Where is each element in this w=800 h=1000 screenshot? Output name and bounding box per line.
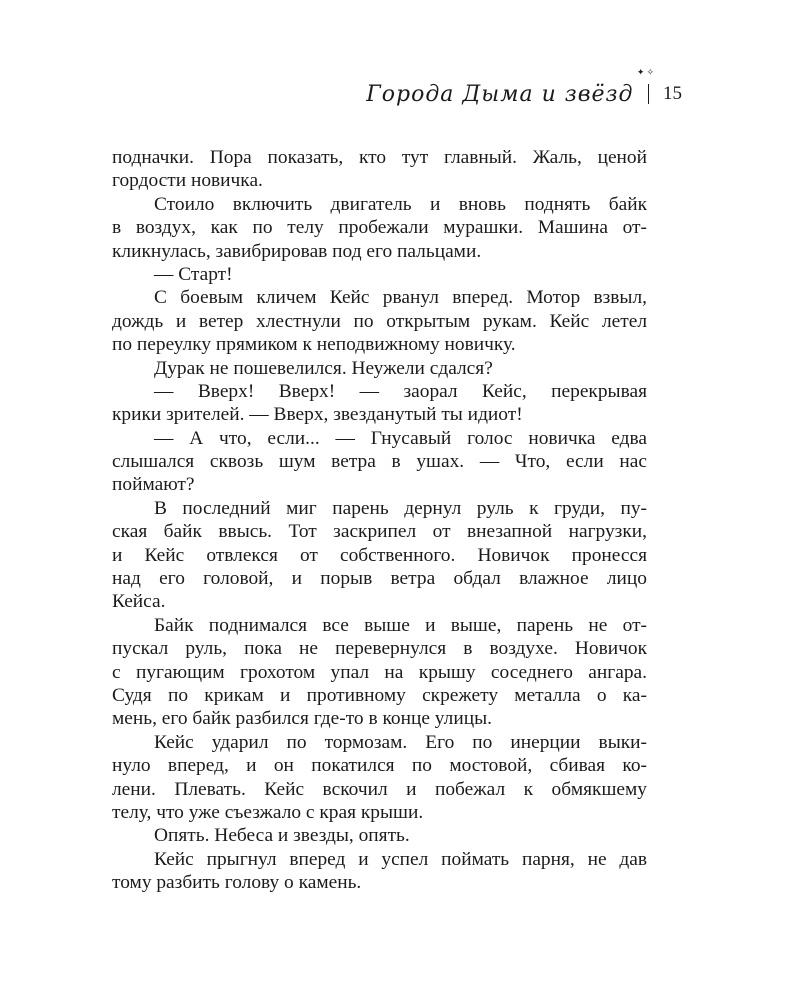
text-line: Дурак не пошевелился. Неужели сдался? [154,357,493,379]
text-line: Судя по крикам и противному скрежету металла о ка- [112,684,647,706]
text-line: тому разбить голову о камень. [112,872,362,894]
text-line: Кейс ударил по тормозам. Его по инерции выки- [154,731,647,753]
text-line: по переулку прямиком к неподвижному новичку. [112,334,516,356]
running-header [366,67,682,110]
text-line: В последний миг парень дернул руль к груди, пу- [154,497,647,519]
text-line: кликнулась, завибрировав под его пальцами. [112,240,482,262]
page-number: 15 [663,83,682,104]
text-line: над его головой, и порыв ветра обдал влажное лицо [112,568,647,590]
body-text [112,146,647,895]
text-line: крики зрителей. — Вверх, звезданутый ты идиот! [112,404,523,426]
text-line: Байк поднимался все выше и выше, парень не от- [154,614,647,636]
text-line: нуло вперед, и он покатился по мостовой, сбивая ко- [112,755,647,777]
text-line: — Старт! [154,263,233,285]
text-line: и Кейс отвлекся от собственного. Новичок пронесся [112,544,647,566]
text-line: телу, что уже съезжало с края крыши. [112,801,424,823]
text-line: подначки. Пора показать, кто тут главный. Жаль, ценой [112,147,647,168]
text-line: с пугающим грохотом упал на крышу соседнего ангара. [112,661,647,683]
text-line: слышался сквозь шум ветра в ушах. — Что, если нас [112,451,647,473]
text-line: Опять. Небеса и звезды, опять. [154,825,410,847]
text-line: ская байк ввысь. Тот заскрипел от внезапной нагрузки, [112,521,647,543]
text-line: мень, его байк разбился где-то в конце улицы. [112,708,492,730]
text-line: пускал руль, пока не перевернулся в воздухе. Новичок [112,638,647,660]
header-divider [648,84,650,104]
sparkle-icon: ✦✧ [636,67,656,77]
text-line: Кейса. [112,591,166,613]
text-line: в воздух, как по телу пробежали мурашки. Машина от- [112,217,647,239]
text-line: гордости новичка. [112,170,263,192]
text-line: — А что, если... — Гнусавый голос новичка едва [154,427,647,449]
text-line: — Вверх! Вверх! — заорал Кейс, перекрывая [154,380,647,402]
text-line: С боевым кличем Кейс рванул вперед. Мотор взвыл, [154,287,647,309]
book-title: Города Дыма и звёзд [366,81,634,107]
text-line: Кейс прыгнул вперед и успел поймать парня, не дав [154,848,647,870]
text-line: Стоило включить двигатель и вновь поднять байк [154,193,647,215]
text-line: поймают? [112,474,195,496]
text-line: дождь и ветер хлестнули по открытым рукам. Кейс летел [112,310,647,332]
text-line: лени. Плевать. Кейс вскочил и побежал к обмякшему [112,778,647,800]
